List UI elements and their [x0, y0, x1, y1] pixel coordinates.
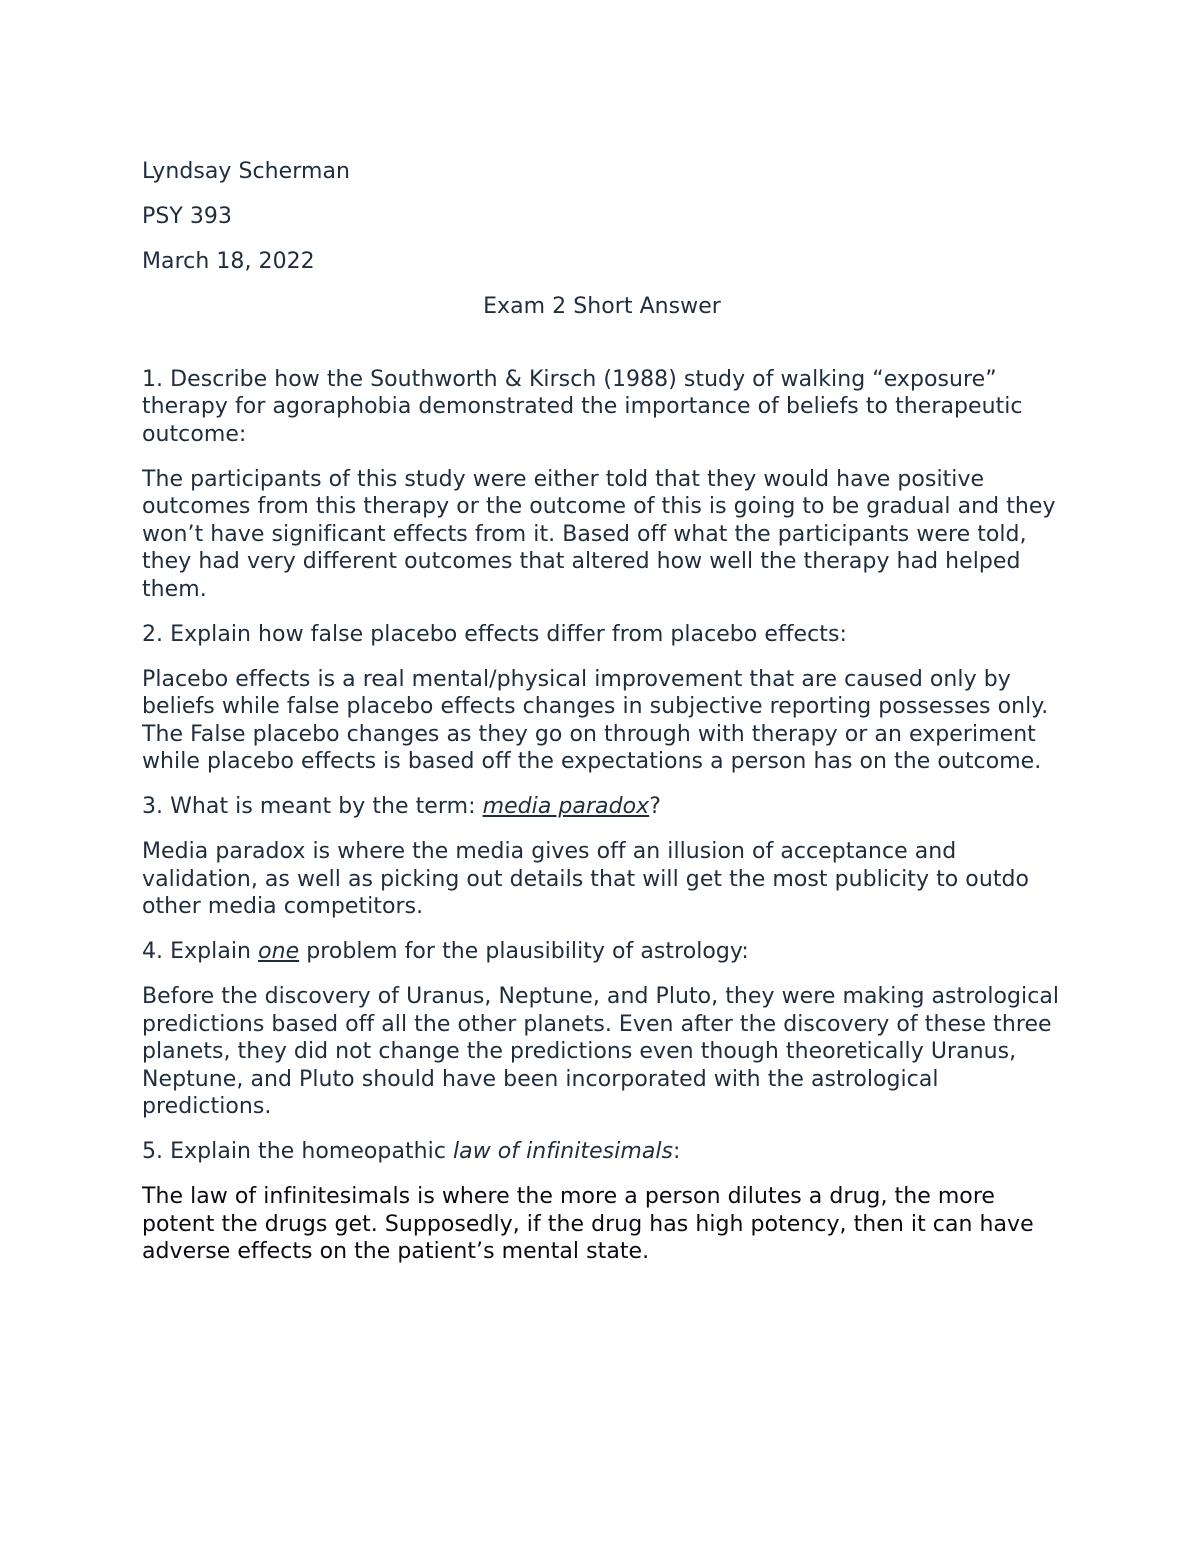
document-title: Exam 2 Short Answer: [483, 294, 721, 319]
question-3-term: media paradox: [482, 794, 650, 819]
question-5-term: law of infinitesimals: [453, 1139, 674, 1164]
question-2-prompt: 2. Explain how false placebo effects differ from placebo effects:: [142, 621, 847, 647]
question-4-prompt-lead: 4. Explain: [142, 939, 259, 964]
question-5-answer: The law of infinitesimals is where the more a person dilutes a drug, the more potent the drugs get. Supposedly, if the drug has high potency, then it can have adverse effects on the patient’s mental state.: [142, 1184, 1034, 1264]
question-4-prompt-tail: problem for the plausibility of astrology:: [299, 939, 749, 964]
question-1-answer: The participants of this study were either told that they would have positive outcomes from this therapy or the outcome of this is going to be gradual and they won’t have significant effects from it. Based off what the participants were told, they had very different outcomes that altered how well the therapy had helped them.: [142, 466, 1056, 602]
question-5-prompt: [142, 1138, 1062, 1166]
question-1-prompt: 1. Describe how the Southworth & Kirsch (1988) study of walking “exposure” therapy for agoraphobia demonstrated the importance of beliefs to therapeutic outcome:: [142, 366, 1023, 447]
question-5-prompt-tail: :: [673, 1139, 681, 1164]
question-4-answer: Before the discovery of Uranus, Neptune, and Pluto, they were making astrological predictions based off all the other planets. Even after the discovery of these three planets, they did not change the predictions even though theoretically Uranus, Neptune, and Pluto should have been incorporated with the astrological predictions.: [142, 984, 1060, 1119]
document-page: [142, 158, 1062, 1283]
question-5-prompt-lead: 5. Explain the homeopathic: [142, 1139, 454, 1164]
question-4-term: one: [258, 939, 300, 964]
question-3-answer: Media paradox is where the media gives off an illusion of acceptance and validation, as well as picking out details that will get the most publicity to outdo other media competitors.: [142, 839, 1030, 919]
question-3-prompt-lead: 3. What is meant by the term:: [142, 794, 483, 819]
document-date: March 18, 2022: [142, 249, 315, 274]
author-name: Lyndsay Scherman: [142, 159, 350, 184]
question-3-prompt-tail: ?: [649, 794, 661, 819]
question-4-prompt: [142, 938, 1062, 966]
question-2-answer: Placebo effects is a real mental/physical improvement that are caused only by beliefs while false placebo effects changes in subjective reporting possesses only. The False placebo changes as they go on through with therapy or an experiment while placebo effects is based off the expectations a person has on the outcome.: [142, 666, 1049, 774]
course-code: PSY 393: [142, 204, 233, 229]
question-3-prompt: [142, 793, 1062, 821]
